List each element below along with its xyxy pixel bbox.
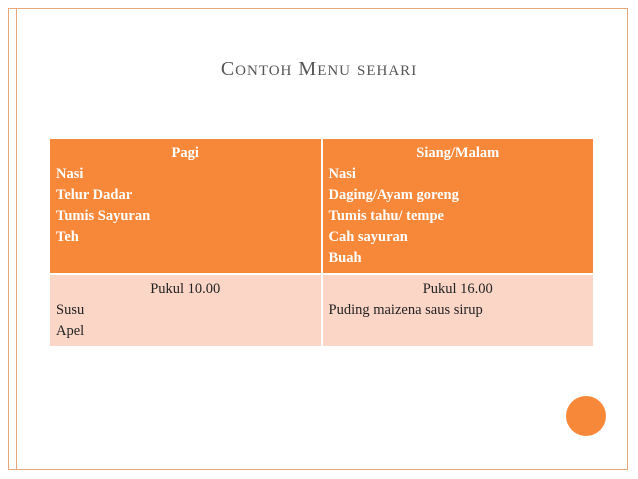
cell-pagi: [49, 138, 322, 274]
table-row-snacks: [49, 274, 594, 347]
title-cap-2: M: [298, 58, 318, 80]
menu-item: Cah sayuran: [328, 229, 408, 245]
menu-item: Susu: [56, 302, 85, 318]
menu-item: Apel: [56, 323, 85, 339]
table-row-main-meals: [49, 138, 594, 274]
menu-item: Tumis tahu/ tempe: [328, 208, 444, 224]
cell-pukul-10: [49, 274, 322, 347]
menu-item: Telur Dadar: [56, 187, 133, 203]
menu-item: Puding maizena saus sirup: [328, 302, 483, 318]
cell-pukul-16: [322, 274, 595, 347]
cell-siang-malam: [322, 138, 595, 274]
menu-table: [48, 137, 595, 348]
menu-item: Nasi: [56, 166, 84, 182]
menu-item: Tumis Sayuran: [56, 208, 151, 224]
menu-item: Nasi: [328, 166, 356, 182]
slide-title: [0, 58, 638, 81]
cell-header-pukul-16: Pukul 16.00: [422, 281, 493, 297]
cell-header-siang-malam: Siang/Malam: [416, 145, 500, 161]
menu-item: Buah: [328, 250, 362, 266]
menu-item: Daging/Ayam goreng: [328, 187, 459, 203]
title-word-3: SEHARI: [357, 63, 418, 79]
title-word-1: ONTOH: [235, 63, 293, 79]
decorative-circle: [566, 396, 606, 436]
cell-header-pukul-10: Pukul 10.00: [150, 281, 221, 297]
title-cap-1: C: [220, 58, 236, 80]
title-word-2: ENU: [317, 63, 352, 79]
cell-header-pagi: Pagi: [171, 145, 199, 161]
menu-item: Teh: [56, 229, 79, 245]
